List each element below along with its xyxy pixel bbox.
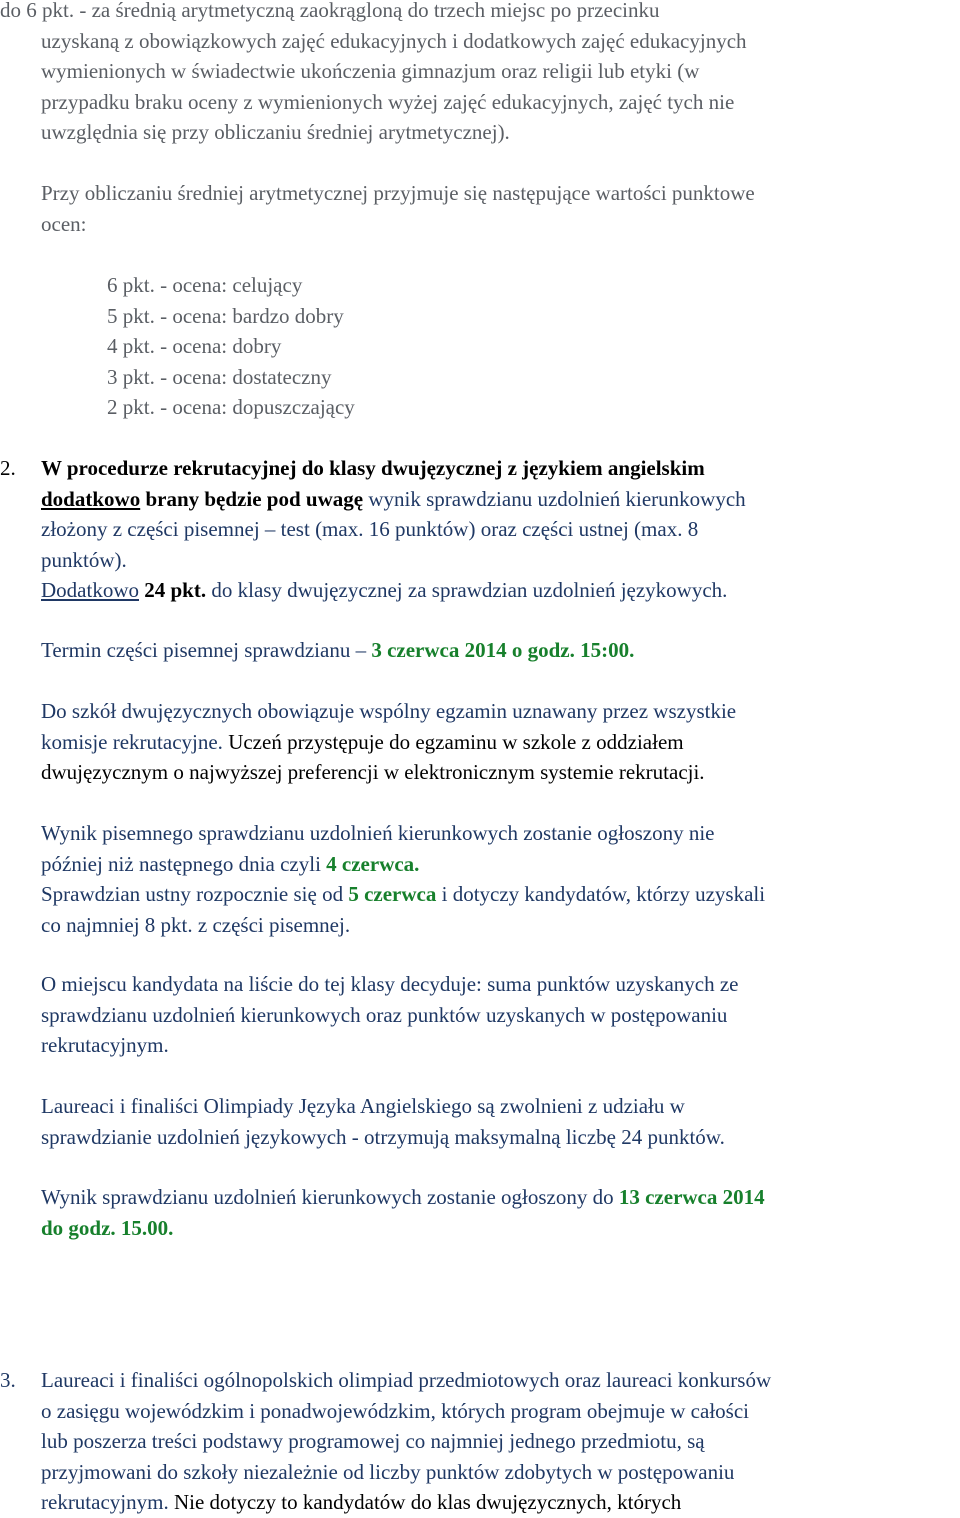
paragraph-line: o zasięgu wojewódzkim i ponadwojewódzkim, których program obejmuje w całości: [41, 1398, 749, 1423]
date-highlight: 4 czerwca.: [326, 851, 420, 876]
result-paragraph: [0, 818, 960, 940]
list-item: 5 pkt. - ocena: bardzo dobry: [107, 303, 344, 328]
bold-phrase: brany będzie pod uwagę: [140, 486, 364, 511]
text-span: Sprawdzian ustny rozpocznie się od: [41, 882, 349, 906]
section-2-heading: W procedurze rekrutacyjnej do klasy dwujęzycznej z językiem angielskim: [41, 456, 705, 480]
exam-date-line: [0, 635, 960, 666]
bold-phrase: 24 pkt.: [139, 578, 207, 602]
paragraph-line: przypadku braku oceny z wymienionych wyżej zajęć edukacyjnych, zajęć tych nie: [41, 89, 735, 114]
exam-date: 3 czerwca 2014 o godz. 15:00.: [371, 638, 635, 662]
paragraph-line: [41, 879, 960, 910]
ranking-paragraph: [0, 969, 960, 1061]
list-item: 4 pkt. - ocena: dobry: [107, 334, 282, 358]
section-2: [0, 453, 960, 606]
paragraph-line: Do szkół dwujęzycznych obowiązuje wspólny egzamin uznawany przez wszystkie: [41, 699, 737, 723]
date-highlight: 5 czerwca: [348, 882, 437, 906]
points-intro: [0, 178, 960, 239]
paragraph-line: sprawdzianie uzdolnień językowych - otrzymują maksymalną liczbę 24 punktów.: [41, 1124, 725, 1149]
paragraph-line: [41, 1182, 960, 1213]
points-intro-line: Przy obliczaniu średniej arytmetycznej przyjmuje się następujące wartości punktowe: [41, 181, 755, 205]
list-item: 6 pkt. - ocena: celujący: [107, 273, 303, 297]
paragraph-line: uwzględnia się przy obliczaniu średniej arytmetycznej).: [41, 120, 510, 144]
list-item: 3 pkt. - ocena: dostateczny: [107, 364, 332, 389]
paragraph-line: Laureaci i finaliści ogólnopolskich olimpiad przedmiotowych oraz laureaci konkursów: [41, 1368, 772, 1392]
paragraph-line: przyjmowani do szkoły niezależnie od liczby punktów zdobytych w postępowaniu: [41, 1459, 735, 1484]
paragraph-line: Wynik pisemnego sprawdzianu uzdolnień kierunkowych zostanie ogłoszony nie: [41, 821, 715, 845]
laureates-paragraph: [0, 1091, 960, 1152]
section-number: 2.: [0, 456, 16, 480]
paragraph-line: [41, 1487, 960, 1518]
average-grade-paragraph: [0, 0, 960, 148]
paragraph-line: O miejscu kandydata na liście do tej klasy decyduje: suma punktów uzyskanych ze: [41, 972, 739, 996]
paragraph-line: wymienionych w świadectwie ukończenia gimnazjum oraz religii lub etyki (w: [41, 59, 700, 83]
paragraph-line: sprawdzianu uzdolnień kierunkowych oraz punktów uzyskanych w postępowaniu: [41, 1002, 728, 1027]
text-span: rekrutacyjnym.: [41, 1490, 174, 1514]
paragraph-line: uzyskaną z obowiązkowych zajęć edukacyjnych i dodatkowych zajęć edukacyjnych: [41, 28, 747, 53]
paragraph-line: dwujęzycznym o najwyższej preferencji w elektronicznym systemie rekrutacji.: [41, 760, 705, 784]
paragraph-line: rekrutacyjnym.: [41, 1033, 169, 1057]
joint-exam-paragraph: [0, 696, 960, 788]
paragraph-line: [41, 727, 960, 758]
underlined-word: dodatkowo: [41, 486, 141, 511]
list-item: 2 pkt. - ocena: dopuszczający: [107, 395, 355, 419]
section-2-line: punktów).: [41, 547, 127, 572]
text-span: i dotyczy kandydatów, którzy uzyskali: [436, 882, 766, 906]
grade-points-list: [0, 270, 960, 423]
section-2-line: złożony z części pisemnej – test (max. 16 punktów) oraz części ustnej (max. 8: [41, 517, 699, 541]
date-highlight: do godz. 15.00.: [41, 1215, 174, 1240]
paragraph-line: do 6 pkt. - za średnią arytmetyczną zaokrągloną do trzech miejsc po przecinku: [0, 0, 660, 22]
date-highlight: 13 czerwca 2014: [618, 1185, 765, 1209]
text-span: później niż następnego dnia czyli: [41, 851, 327, 876]
final-result-paragraph: [0, 1182, 960, 1243]
text-span: wynik sprawdzianu uzdolnień kierunkowych: [363, 486, 746, 511]
paragraph-line: lub poszerza treści podstawy programowej co najmniej jednego przedmiotu, są: [41, 1429, 705, 1453]
text-span: komisje rekrutacyjne.: [41, 729, 229, 754]
section-3: [0, 1365, 960, 1518]
text-span: Termin części pisemnej sprawdzianu –: [41, 638, 372, 662]
points-intro-line: ocen:: [41, 211, 87, 236]
section-2-line: [41, 484, 960, 515]
underlined-word: Dodatkowo: [41, 578, 139, 602]
paragraph-line: [41, 849, 960, 880]
section-number: 3.: [0, 1368, 16, 1392]
text-span: Uczeń przystępuje do egzaminu w szkole z oddziałem: [228, 729, 684, 754]
text-span: do klasy dwujęzycznej za sprawdzian uzdolnień językowych.: [206, 578, 728, 602]
paragraph-line: co najmniej 8 pkt. z części pisemnej.: [41, 912, 351, 937]
text-span: Nie dotyczy to kandydatów do klas dwujęzycznych, których: [173, 1490, 682, 1514]
section-2-line: [41, 575, 960, 606]
text-span: Wynik sprawdzianu uzdolnień kierunkowych zostanie ogłoszony do: [41, 1185, 619, 1209]
paragraph-line: Laureaci i finaliści Olimpiady Języka Angielskiego są zwolnieni z udziału w: [41, 1094, 685, 1118]
